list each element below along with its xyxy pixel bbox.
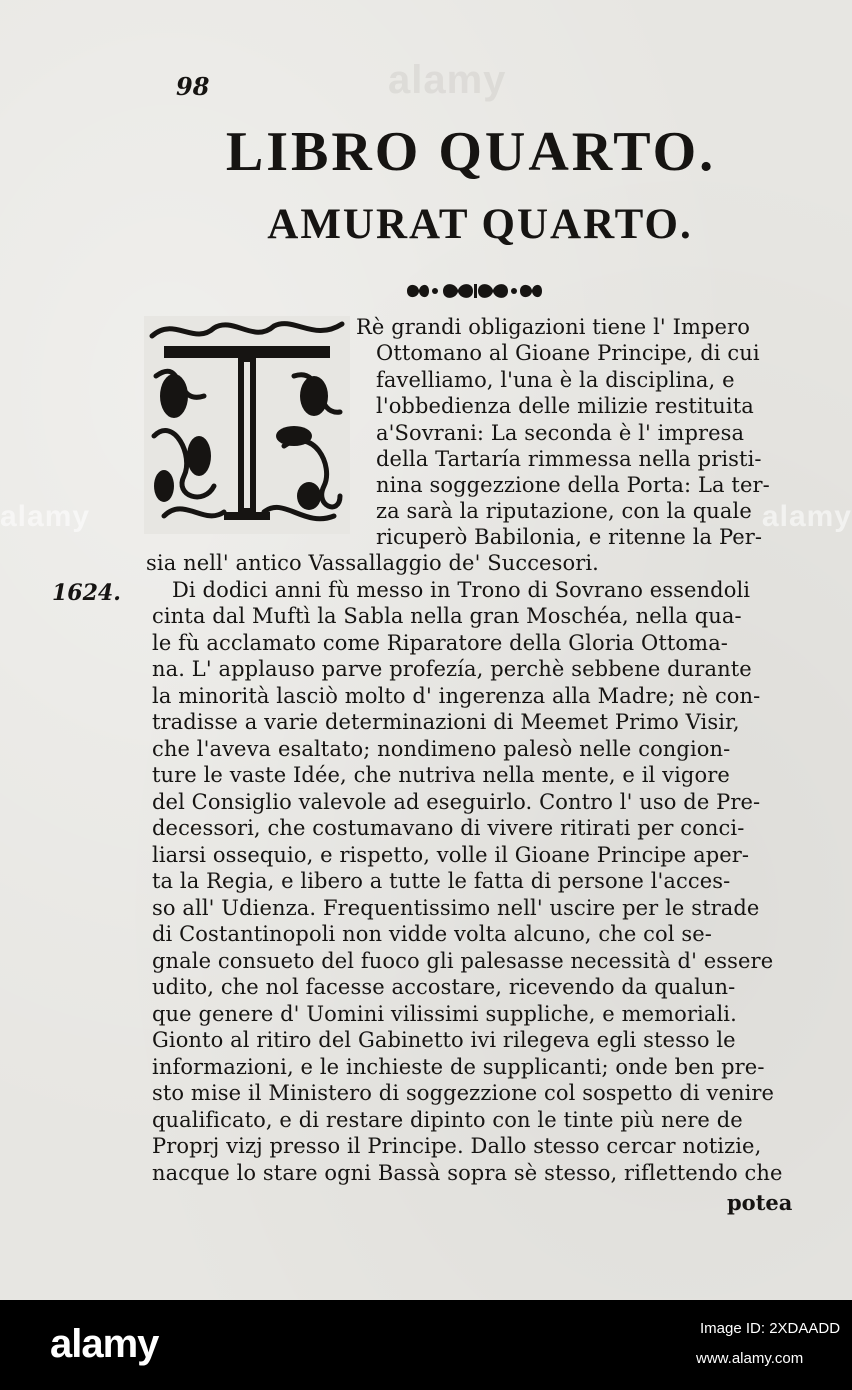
text-line: nacque lo stare ogni Bassà sopra sè stesso, riflettendo che [152, 1161, 783, 1185]
catchword: potea [727, 1190, 793, 1215]
book-title: LIBRO QUARTO. [225, 121, 717, 183]
text-line: decessori, che costumavano di vivere ritirati per conci- [152, 816, 745, 840]
watermark-edge-left: alamy [0, 500, 91, 533]
woodcut-initial-T [144, 316, 350, 534]
text-line: za sarà la riputazione, con la quale [376, 499, 752, 523]
text-line: informazioni, e le inchieste de supplicanti; onde ben pre- [152, 1055, 765, 1079]
site-url: www.alamy.com [696, 1350, 804, 1367]
text-line: udito, che nol facesse accostare, ricevendo da qualun- [152, 975, 736, 999]
text-line: che l'aveva esaltato; nondimeno palesò nelle congion- [152, 737, 731, 761]
text-line: ricuperò Babilonia, e ritenne la Per- [376, 525, 763, 549]
text-line: tradisse a varie determinazioni di Meemet Primo Visir, [152, 710, 740, 734]
text-line: l'obbedienza delle milizie restituita [376, 394, 754, 418]
text-line: Ottomano al Gioane Principe, di cui [376, 341, 760, 365]
text-line: Rè grandi obligazioni tiene l' Impero [356, 315, 750, 339]
watermark: alamy [388, 58, 507, 102]
image-id-label: Image ID: 2XDAADD [700, 1320, 841, 1337]
text-line: cinta dal Muftì la Sabla nella gran Moschéa, nella qua- [152, 604, 742, 628]
text-line: di Costantinopoli non vidde volta alcuno, che col se- [152, 922, 712, 946]
text-line: la minorità lasciò molto d' ingerenza alla Madre; nè con- [152, 684, 761, 708]
text-line: ture le vaste Idée, che nutriva nella mente, e il vigore [152, 763, 730, 787]
text-line: nina soggezzione della Porta: La ter- [376, 473, 770, 497]
text-line: Gionto al ritiro del Gabinetto ivi rilegeva egli stesso le [152, 1028, 736, 1052]
text-line: a'Sovrani: La seconda è l' impresa [376, 421, 745, 445]
text-line: que genere d' Uomini vilissimi suppliche, e memoriali. [152, 1002, 737, 1026]
text-line: sto mise il Ministero di soggezzione col sospetto di venire [152, 1081, 775, 1105]
watermark-edge-right: alamy [761, 500, 852, 533]
text-line: della Tartaría rimmessa nella pristi- [376, 447, 762, 471]
fleuron-ornament-icon [403, 278, 546, 304]
text-line: liarsi ossequio, e rispetto, volle il Gioane Principe aper- [152, 843, 750, 867]
text-line: qualificato, e di restare dipinto con le tinte più nere de [152, 1108, 743, 1132]
page-number: 98 [176, 72, 210, 101]
text-line: favelliamo, l'una è la disciplina, e [376, 368, 735, 392]
text-line: le fù acclamato come Riparatore della Gloria Ottoma- [152, 631, 729, 655]
text-line: Di dodici anni fù messo in Trono di Sovrano essendoli [172, 578, 751, 602]
text-line: so all' Udienza. Frequentissimo nell' uscire per le strade [152, 896, 760, 920]
chapter-subtitle: AMURAT QUARTO. [267, 201, 693, 248]
text-line: ta la Regia, e libero a tutte le fatta di persone l'acces- [152, 869, 731, 893]
text-line: gnale consueto del fuoco gli palesasse necessità d' essere [152, 949, 774, 973]
text-line: del Consiglio valevole ad eseguirlo. Contro l' uso de Pre- [152, 790, 761, 814]
stock-footer-bar [0, 1300, 852, 1390]
text-line: na. L' applauso parve profezía, perchè sebbene durante [152, 657, 752, 681]
text-line: Proprj vizj presso il Principe. Dallo stesso cercar notizie, [152, 1134, 762, 1158]
text-line: sia nell' antico Vassallaggio de' Succesori. [146, 551, 599, 575]
alamy-logo: alamy [50, 1322, 159, 1366]
margin-year: 1624. [52, 580, 121, 606]
